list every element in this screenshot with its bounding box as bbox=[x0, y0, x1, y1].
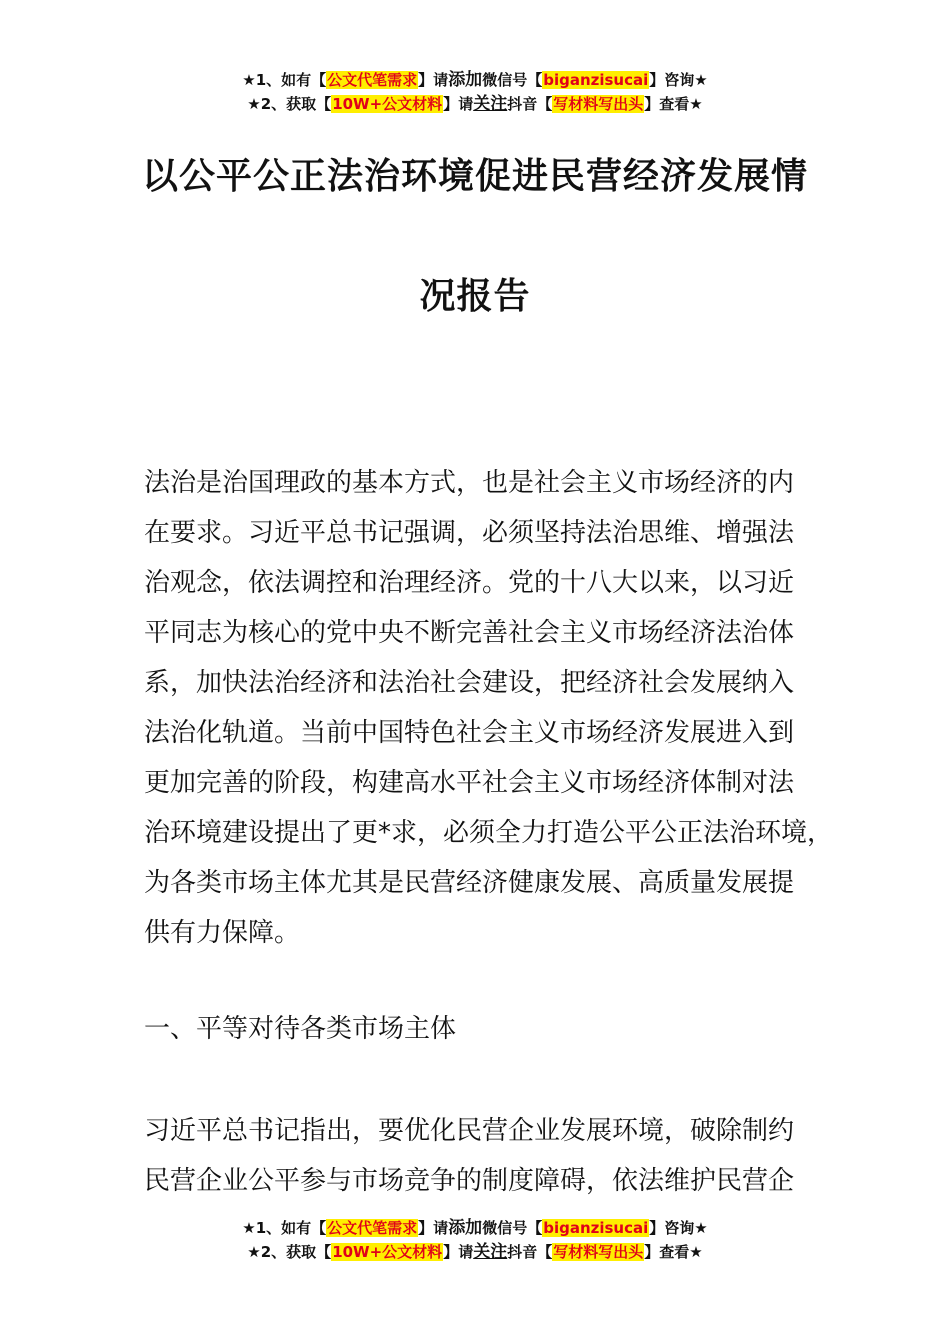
body-paragraph-2 bbox=[144, 1106, 834, 1206]
promo-emphasis: 添加 bbox=[448, 1218, 483, 1238]
promo-line-2 bbox=[0, 1240, 950, 1264]
promo-text: ★2、获取【 bbox=[247, 1243, 332, 1261]
promo-line-2 bbox=[0, 92, 950, 116]
paragraph-line: 系，加快法治经济和法治社会建设，把经济社会发展纳入 bbox=[144, 668, 795, 698]
paragraph-line: 平同志为核心的党中央不断完善社会主义市场经济法治体 bbox=[144, 618, 795, 648]
promo-text: 】咨询★ bbox=[649, 71, 708, 89]
promo-highlight: 10W+公文材料 bbox=[332, 1243, 443, 1261]
promo-highlight: 公文代笔需求 bbox=[327, 1219, 418, 1237]
bottom-promo-banner bbox=[0, 1216, 950, 1264]
paragraph-line: 法治化轨道。当前中国特色社会主义市场经济发展进入到 bbox=[144, 718, 795, 748]
promo-text: 】请 bbox=[418, 1219, 449, 1237]
promo-wechat-id: biganzisucai bbox=[543, 71, 649, 89]
paragraph-line: 为各类市场主体尤其是民营经济健康发展、高质量发展提 bbox=[144, 868, 795, 898]
promo-text: 抖音【 bbox=[507, 1243, 553, 1261]
paragraph-line: 更加完善的阶段，构建高水平社会主义市场经济体制对法 bbox=[144, 768, 795, 798]
promo-wechat-id: biganzisucai bbox=[543, 1219, 649, 1237]
promo-text: 】查看★ bbox=[644, 1243, 703, 1261]
promo-emphasis: 添加 bbox=[448, 70, 483, 90]
document-title-line-2: 况报告 bbox=[419, 276, 531, 317]
paragraph-line: 治环境建设提出了更*求，必须全力打造公平公正法治环境， bbox=[144, 818, 834, 848]
paragraph-line: 法治是治国理政的基本方式，也是社会主义市场经济的内 bbox=[144, 468, 795, 498]
promo-text: 抖音【 bbox=[507, 95, 553, 113]
paragraph-line: 习近平总书记指出，要优化民营企业发展环境，破除制约 bbox=[144, 1116, 795, 1146]
document-title-line-1: 以公平公正法治环境促进民营经济发展情 bbox=[141, 156, 808, 197]
top-promo-banner bbox=[0, 68, 950, 116]
promo-text: ★1、如有【 bbox=[242, 1219, 327, 1237]
promo-text: 】请 bbox=[418, 71, 449, 89]
promo-text: ★2、获取【 bbox=[247, 95, 332, 113]
promo-text: 】查看★ bbox=[644, 95, 703, 113]
promo-emphasis: 关注 bbox=[473, 1242, 508, 1262]
promo-emphasis: 关注 bbox=[473, 94, 508, 114]
promo-text: 】咨询★ bbox=[649, 1219, 708, 1237]
paragraph-line: 治观念，依法调控和治理经济。党的十八大以来，以习近 bbox=[144, 568, 795, 598]
promo-text: 】请 bbox=[443, 95, 474, 113]
paragraph-line: 在要求。习近平总书记强调，必须坚持法治思维、增强法 bbox=[144, 518, 795, 548]
promo-douyin-id: 写材料写出头 bbox=[553, 95, 644, 113]
promo-line-1 bbox=[0, 1216, 950, 1240]
promo-text: 】请 bbox=[443, 1243, 474, 1261]
promo-douyin-id: 写材料写出头 bbox=[553, 1243, 644, 1261]
paragraph-line: 供有力保障。 bbox=[144, 918, 301, 948]
promo-highlight: 公文代笔需求 bbox=[327, 71, 418, 89]
promo-text: ★1、如有【 bbox=[242, 71, 327, 89]
promo-highlight: 10W+公文材料 bbox=[332, 95, 443, 113]
section-heading-1: 一、平等对待各类市场主体 bbox=[144, 1014, 457, 1044]
paragraph-line: 民营企业公平参与市场竞争的制度障碍，依法维护民营企 bbox=[144, 1166, 795, 1196]
body-paragraph-1 bbox=[144, 458, 834, 958]
promo-text: 微信号【 bbox=[482, 71, 543, 89]
promo-line-1 bbox=[0, 68, 950, 92]
promo-text: 微信号【 bbox=[482, 1219, 543, 1237]
